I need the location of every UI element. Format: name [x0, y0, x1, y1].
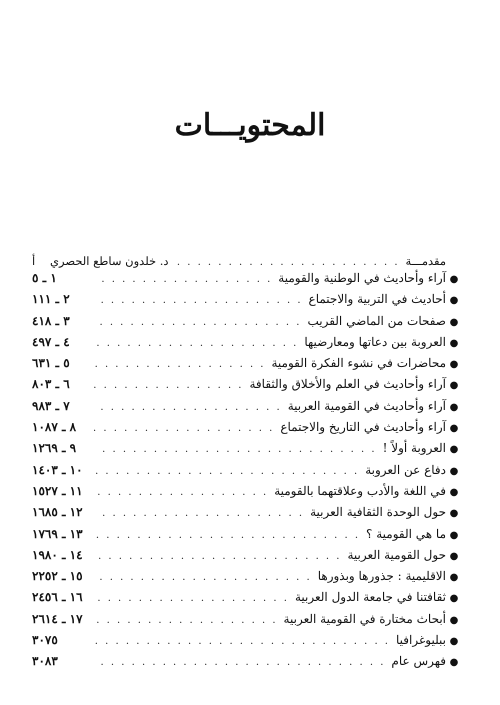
bullet-icon: ● — [449, 380, 459, 392]
bullet-icon: ● — [449, 593, 459, 605]
toc-entry-label: ثقافتنا في جامعة الدول العربية — [294, 590, 446, 605]
toc-entry-label: آراء وأحاديث في القومية العربية — [287, 398, 446, 413]
bullet-icon: ● — [449, 636, 459, 648]
toc-leader-dots — [94, 461, 361, 482]
bullet-icon: ● — [449, 508, 459, 520]
toc-leader-dots — [94, 610, 280, 631]
toc-entry-pages: ١٣ ـ ١٧٦٩ — [32, 526, 83, 541]
bullet-icon: ● — [449, 529, 459, 541]
bullet-icon: ● — [449, 550, 459, 562]
toc-entry — [32, 651, 460, 672]
toc-entry-pages: ١٦ ـ ٢٤٥٦ — [32, 590, 83, 605]
toc-intro-row — [32, 254, 460, 268]
toc-entry — [32, 630, 460, 651]
toc-entry-label: ببليوغرافيا — [396, 633, 446, 648]
toc-leader-dots — [94, 631, 392, 652]
toc-leader-dots — [94, 439, 379, 460]
toc-leader-dots — [94, 525, 362, 546]
toc-entry-pages: ١ ـ ٥ — [32, 271, 57, 285]
toc-leader-dots — [94, 567, 314, 588]
toc-entry — [32, 311, 460, 332]
toc-entry-label: أحاديث في التربية والاجتماع — [308, 292, 446, 307]
toc-entry — [32, 374, 460, 395]
page-title: المحتويـــات — [174, 108, 326, 143]
toc-entry-label: محاضرات في نشوء الفكرة القومية — [271, 356, 446, 371]
toc-entry-label: العروبة أولاً ! — [382, 441, 446, 456]
toc-entry-label: آراء وأحاديث في الوطنية والقومية — [278, 271, 446, 285]
toc-entry-pages: ١١ ـ ١٥٢٧ — [32, 483, 83, 498]
toc-leader-dots — [94, 418, 276, 439]
toc-entry — [32, 587, 460, 608]
bullet-icon: ● — [449, 295, 459, 307]
toc-entry — [32, 417, 460, 438]
bullet-icon: ● — [449, 316, 459, 328]
toc-entry-pages: ١٧ ـ ٢٦١٤ — [32, 611, 83, 626]
toc-leader-dots — [94, 290, 305, 311]
toc-entry-pages: ٦ ـ ٨٠٣ — [32, 377, 70, 392]
toc-entry — [32, 353, 460, 374]
bullet-icon: ● — [449, 274, 459, 285]
bullet-icon: ● — [449, 572, 459, 584]
toc-entry-pages: ٤ ـ ٤٩٧ — [32, 334, 70, 349]
toc-entry-label: آراء وأحاديث في التاريخ والاجتماع — [280, 420, 446, 435]
bullet-icon: ● — [449, 657, 459, 669]
table-of-contents — [32, 254, 460, 673]
toc-entry — [32, 481, 460, 502]
toc-intro-author: د. خلدون ساطع الحصري — [50, 254, 169, 268]
bullet-icon: ● — [449, 486, 459, 498]
toc-entry-pages: ٢ ـ ١١١ — [32, 292, 70, 307]
toc-entry-pages: ١٥ ـ ٢٢٥٢ — [32, 569, 83, 584]
toc-entry — [32, 289, 460, 310]
bullet-icon: ● — [449, 465, 459, 477]
toc-entry — [32, 460, 460, 481]
toc-leader-dots — [94, 333, 300, 354]
toc-entry — [32, 268, 460, 289]
toc-leader-dots — [94, 312, 303, 333]
toc-entry-pages: ٨ ـ ١٠٨٧ — [32, 420, 77, 435]
bullet-icon: ● — [449, 359, 459, 371]
toc-entry-label: في اللغة والأدب وعلاقتهما بالقومية — [274, 483, 446, 498]
toc-entry-label: صفحات من الماضي القريب — [307, 313, 446, 328]
toc-entry-pages: ١٠ ـ ١٤٠٣ — [32, 462, 83, 477]
toc-entry-pages: ٩ ـ ١٢٦٩ — [32, 441, 77, 456]
toc-leader-dots — [94, 375, 246, 396]
toc-intro-pages: أ — [32, 254, 36, 268]
toc-entry-label: أبحاث مختارة في القومية العربية — [283, 611, 446, 626]
toc-leader-dots — [94, 354, 268, 375]
toc-leader-dots — [94, 588, 291, 609]
toc-entry — [32, 396, 460, 417]
bullet-icon: ● — [449, 423, 459, 435]
toc-entry-pages: ٣٠٨٣ — [32, 654, 58, 669]
toc-entry-pages: ٣٠٧٥ — [32, 633, 58, 648]
toc-leader-dots — [94, 503, 306, 524]
toc-entries — [32, 268, 460, 673]
toc-entry-pages: ١٤ ـ ١٩٨٠ — [32, 547, 83, 562]
toc-intro-label: مقدمـــة — [405, 254, 446, 268]
toc-entry — [32, 566, 460, 587]
toc-entry-pages: ٥ ـ ٦٣١ — [32, 356, 70, 371]
toc-leader-dots — [94, 482, 270, 503]
toc-entry-label: دفاع عن العروبة — [365, 462, 446, 477]
toc-entry — [32, 502, 460, 523]
toc-entry — [32, 332, 460, 353]
toc-entry-label: ما هي القومية ؟ — [366, 526, 446, 541]
toc-leader-dots — [94, 269, 274, 290]
toc-entry — [32, 609, 460, 630]
toc-entry-label: العروبة بين دعاتها ومعارضيها — [304, 334, 446, 349]
bullet-icon: ● — [449, 337, 459, 349]
bullet-icon: ● — [449, 401, 459, 413]
toc-entry — [32, 524, 460, 545]
toc-entry-pages: ٣ ـ ٤١٨ — [32, 313, 70, 328]
toc-leader-dots — [94, 652, 387, 673]
toc-entry-label: فهرس عام — [391, 654, 446, 669]
toc-entry-label: حول القومية العربية — [347, 547, 446, 562]
toc-entry — [32, 438, 460, 459]
toc-leader-dots — [94, 397, 284, 418]
toc-entry-label: الاقليمية : جذورها وبذورها — [317, 569, 446, 584]
toc-entry-label: حول الوحدة الثقافية العربية — [310, 505, 446, 520]
toc-entry — [32, 545, 460, 566]
toc-leader-dots — [94, 546, 343, 567]
toc-entry-pages: ١٢ ـ ١٦٨٥ — [32, 505, 83, 520]
bullet-icon: ● — [449, 444, 459, 456]
toc-entry-pages: ٧ ـ ٩٨٣ — [32, 398, 70, 413]
toc-entry-label: آراء وأحاديث في العلم والأخلاق والثقافة — [249, 377, 446, 392]
bullet-icon: ● — [449, 614, 459, 626]
